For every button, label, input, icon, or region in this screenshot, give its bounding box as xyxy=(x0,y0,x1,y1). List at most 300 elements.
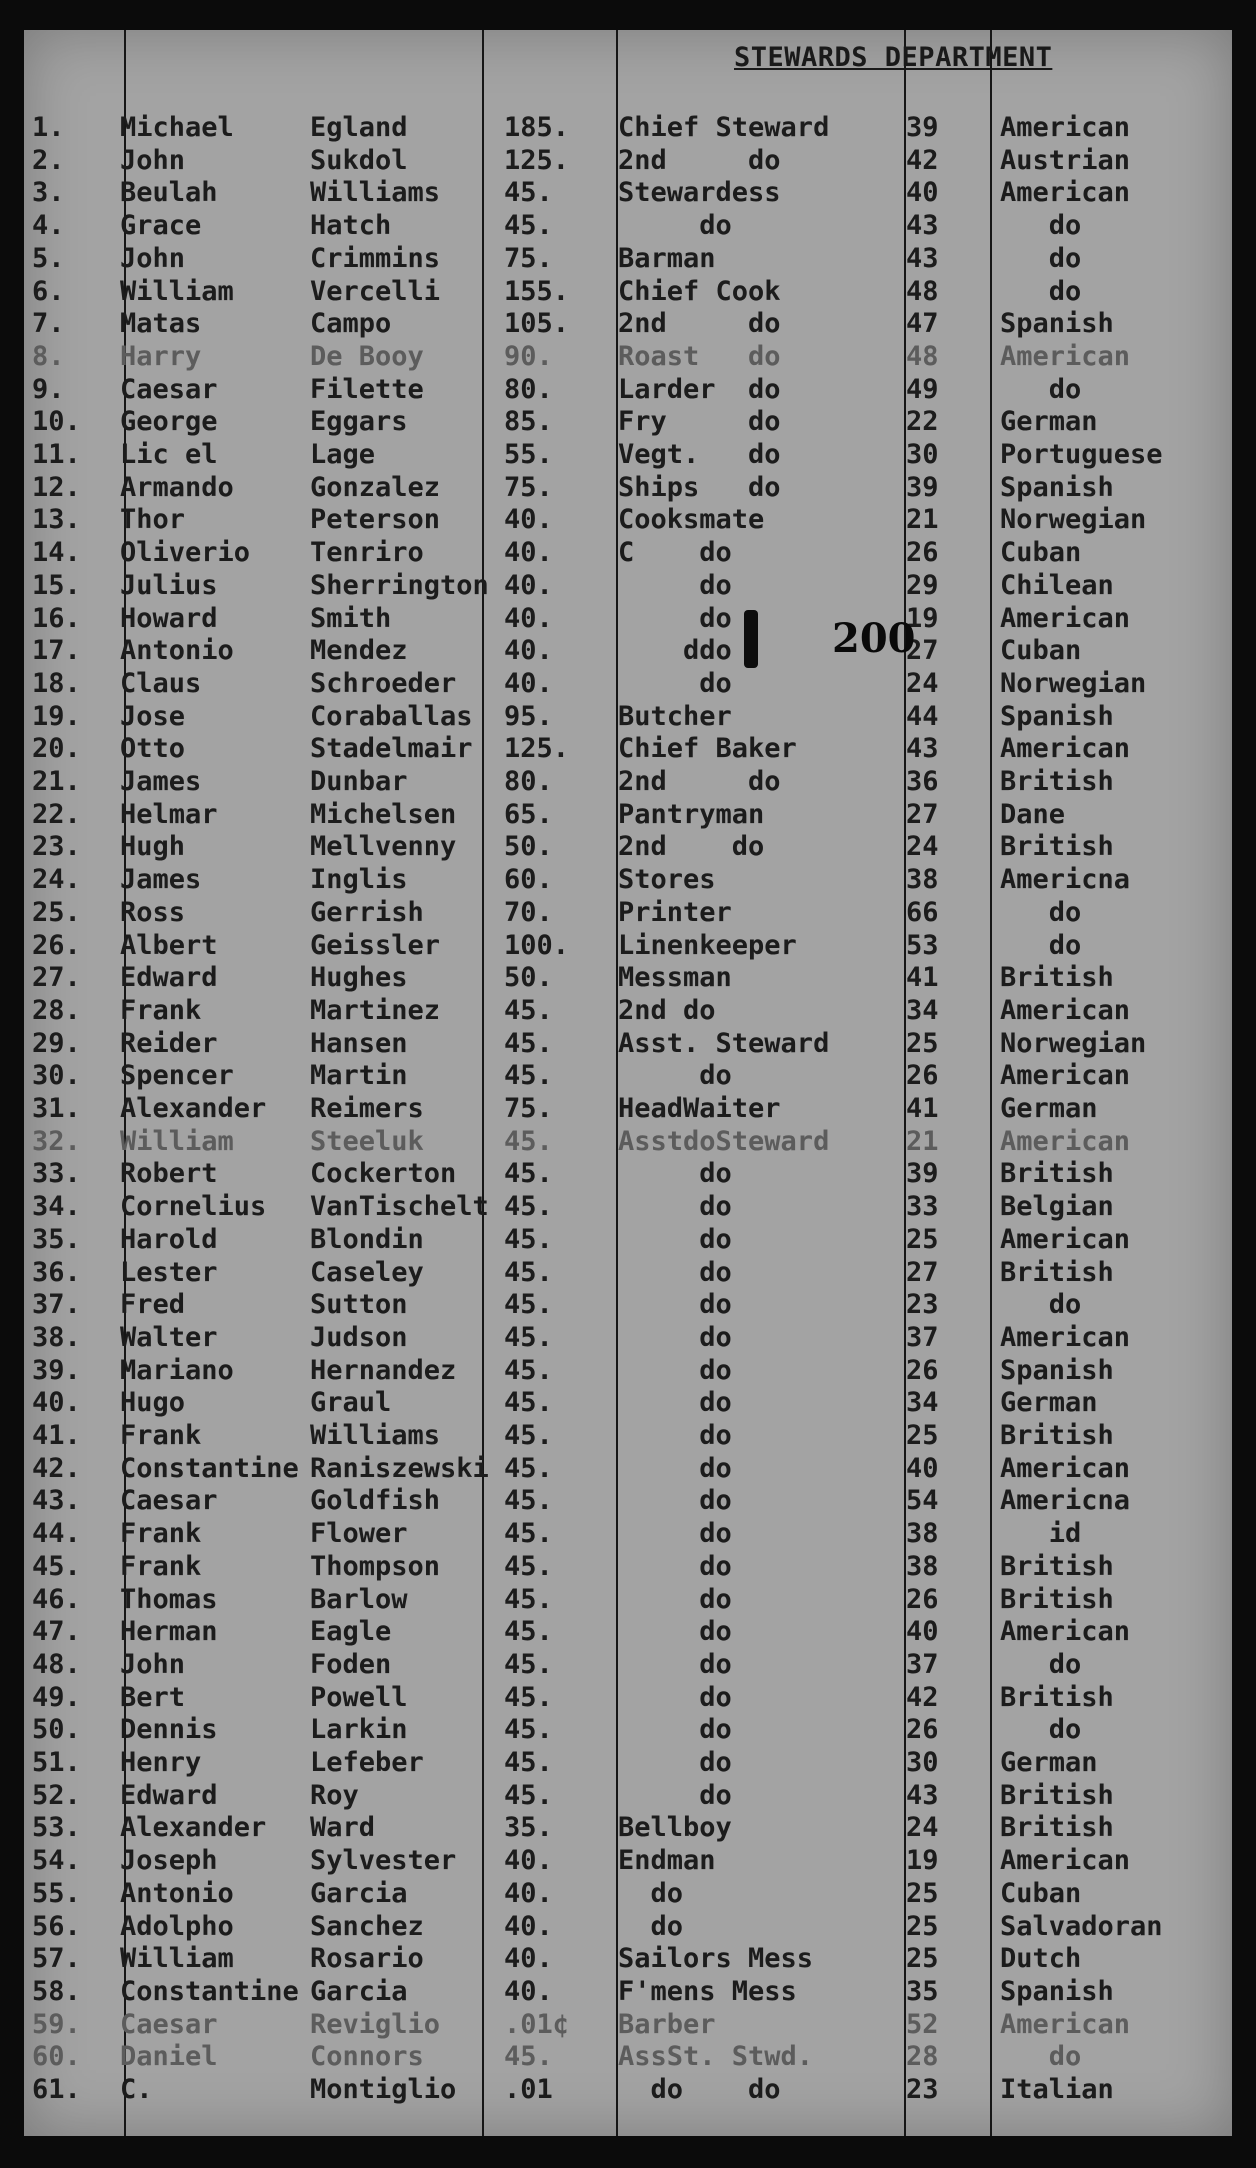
list-item xyxy=(24,1158,1232,1190)
age: 38 xyxy=(906,864,939,895)
nationality: American xyxy=(1000,1845,1131,1876)
wage: 45. xyxy=(504,1060,553,1091)
last-name: Dunbar xyxy=(310,766,408,797)
wage: 55. xyxy=(504,439,553,470)
age: 40 xyxy=(906,177,939,208)
list-item xyxy=(24,1878,1232,1910)
nationality: American xyxy=(1000,733,1131,764)
list-item xyxy=(24,2009,1232,2041)
nationality: British xyxy=(1000,1682,1114,1713)
wage: 45. xyxy=(504,1780,553,1811)
list-item xyxy=(24,1191,1232,1223)
row-number: 59. xyxy=(32,2009,81,2040)
first-name: Caesar xyxy=(120,1485,218,1516)
list-item xyxy=(24,1943,1232,1975)
position: Stores xyxy=(618,864,716,895)
list-item xyxy=(24,897,1232,929)
wage: 40. xyxy=(504,504,553,535)
position: Barman xyxy=(618,243,716,274)
nationality: American xyxy=(1000,603,1131,634)
first-name: Frank xyxy=(120,995,202,1026)
nationality: do xyxy=(1000,1289,1082,1320)
row-number: 61. xyxy=(32,2074,81,2105)
list-item xyxy=(24,1420,1232,1452)
wage: 155. xyxy=(504,276,570,307)
row-number: 20. xyxy=(32,733,81,764)
document-page xyxy=(24,30,1232,2136)
row-number: 46. xyxy=(32,1584,81,1615)
first-name: George xyxy=(120,406,218,437)
row-number: 54. xyxy=(32,1845,81,1876)
list-item xyxy=(24,1812,1232,1844)
wage: 35. xyxy=(504,1812,553,1843)
first-name: James xyxy=(120,864,202,895)
last-name: Stadelmair xyxy=(310,733,473,764)
list-item xyxy=(24,1093,1232,1125)
last-name: Barlow xyxy=(310,1584,408,1615)
position: do xyxy=(618,1649,732,1680)
position: AsstdoSteward xyxy=(618,1126,830,1157)
row-number: 11. xyxy=(32,439,81,470)
first-name: James xyxy=(120,766,202,797)
last-name: Thompson xyxy=(310,1551,441,1582)
age: 42 xyxy=(906,1682,939,1713)
first-name: Mariano xyxy=(120,1355,234,1386)
wage: 45. xyxy=(504,1355,553,1386)
first-name: Bert xyxy=(120,1682,186,1713)
first-name: William xyxy=(120,1126,234,1157)
first-name: William xyxy=(120,276,234,307)
last-name: Sutton xyxy=(310,1289,408,1320)
list-item xyxy=(24,701,1232,733)
age: 37 xyxy=(906,1322,939,1353)
row-number: 40. xyxy=(32,1387,81,1418)
ink-blot xyxy=(744,610,758,668)
nationality: do xyxy=(1000,210,1082,241)
first-name: Howard xyxy=(120,603,218,634)
age: 52 xyxy=(906,2009,939,2040)
row-number: 36. xyxy=(32,1257,81,1288)
row-number: 7. xyxy=(32,308,65,339)
age: 39 xyxy=(906,472,939,503)
nationality: Salvadoran xyxy=(1000,1911,1163,1942)
position: Pantryman xyxy=(618,799,765,830)
position: do xyxy=(618,1780,732,1811)
nationality: Dane xyxy=(1000,799,1066,830)
age: 22 xyxy=(906,406,939,437)
age: 19 xyxy=(906,603,939,634)
list-item xyxy=(24,1649,1232,1681)
row-number: 35. xyxy=(32,1224,81,1255)
nationality: do xyxy=(1000,930,1082,961)
list-item xyxy=(24,766,1232,798)
last-name: Roy xyxy=(310,1780,359,1811)
age: 25 xyxy=(906,1878,939,1909)
list-item xyxy=(24,635,1232,667)
wage: 45. xyxy=(504,1747,553,1778)
first-name: Frank xyxy=(120,1518,202,1549)
wage: 95. xyxy=(504,701,553,732)
position: 2nd do xyxy=(618,995,716,1026)
first-name: Edward xyxy=(120,1780,218,1811)
wage: 85. xyxy=(504,406,553,437)
position: Stewardess xyxy=(618,177,781,208)
age: 25 xyxy=(906,1224,939,1255)
wage: 45. xyxy=(504,1028,553,1059)
first-name: Henry xyxy=(120,1747,202,1778)
first-name: William xyxy=(120,1943,234,1974)
nationality: American xyxy=(1000,1060,1131,1091)
list-item xyxy=(24,668,1232,700)
position: do xyxy=(618,1420,732,1451)
position: do xyxy=(618,570,732,601)
wage: 40. xyxy=(504,1976,553,2007)
nationality: American xyxy=(1000,112,1131,143)
first-name: Alexander xyxy=(120,1093,267,1124)
last-name: Flower xyxy=(310,1518,408,1549)
list-item xyxy=(24,276,1232,308)
nationality: do xyxy=(1000,1649,1082,1680)
age: 40 xyxy=(906,1453,939,1484)
list-item xyxy=(24,1518,1232,1550)
row-number: 39. xyxy=(32,1355,81,1386)
first-name: Thomas xyxy=(120,1584,218,1615)
wage: 70. xyxy=(504,897,553,928)
last-name: Reviglio xyxy=(310,2009,441,2040)
row-number: 18. xyxy=(32,668,81,699)
last-name: Cockerton xyxy=(310,1158,457,1189)
position: HeadWaiter xyxy=(618,1093,781,1124)
last-name: Coraballas xyxy=(310,701,473,732)
list-item xyxy=(24,145,1232,177)
list-item xyxy=(24,1485,1232,1517)
first-name: Oliverio xyxy=(120,537,251,568)
list-item xyxy=(24,570,1232,602)
row-number: 10. xyxy=(32,406,81,437)
row-number: 48. xyxy=(32,1649,81,1680)
list-item xyxy=(24,1747,1232,1779)
row-number: 56. xyxy=(32,1911,81,1942)
last-name: Caseley xyxy=(310,1257,424,1288)
last-name: Sukdol xyxy=(310,145,408,176)
age: 27 xyxy=(906,635,939,666)
nationality: British xyxy=(1000,1780,1114,1811)
nationality: Spanish xyxy=(1000,308,1114,339)
row-number: 21. xyxy=(32,766,81,797)
last-name: Blondin xyxy=(310,1224,424,1255)
first-name: Grace xyxy=(120,210,202,241)
position: Printer xyxy=(618,897,732,928)
age: 26 xyxy=(906,1060,939,1091)
list-item xyxy=(24,1780,1232,1812)
position: ddo xyxy=(618,635,732,666)
list-item xyxy=(24,1453,1232,1485)
wage: 100. xyxy=(504,930,570,961)
age: 43 xyxy=(906,243,939,274)
first-name: Lic el xyxy=(120,439,218,470)
row-number: 8. xyxy=(32,341,65,372)
nationality: Austrian xyxy=(1000,145,1131,176)
last-name: Raniszewski xyxy=(310,1453,489,1484)
position: do xyxy=(618,1387,732,1418)
position: do xyxy=(618,603,732,634)
last-name: Egland xyxy=(310,112,408,143)
position: Chief Cook xyxy=(618,276,781,307)
first-name: Edward xyxy=(120,962,218,993)
position: Barber xyxy=(618,2009,716,2040)
first-name: Thor xyxy=(120,504,186,535)
first-name: Caesar xyxy=(120,374,218,405)
nationality: Cuban xyxy=(1000,537,1082,568)
list-item xyxy=(24,995,1232,1027)
row-number: 1. xyxy=(32,112,65,143)
first-name: Otto xyxy=(120,733,186,764)
position: Endman xyxy=(618,1845,716,1876)
list-item xyxy=(24,1584,1232,1616)
last-name: Eggars xyxy=(310,406,408,437)
nationality: British xyxy=(1000,1551,1114,1582)
wage: 50. xyxy=(504,831,553,862)
row-number: 28. xyxy=(32,995,81,1026)
list-item xyxy=(24,864,1232,896)
nationality: British xyxy=(1000,831,1114,862)
row-number: 41. xyxy=(32,1420,81,1451)
nationality: American xyxy=(1000,1453,1131,1484)
position: do do xyxy=(618,2074,781,2105)
wage: 40. xyxy=(504,1878,553,1909)
nationality: Spanish xyxy=(1000,1976,1114,2007)
age: 66 xyxy=(906,897,939,928)
nationality: American xyxy=(1000,1224,1131,1255)
age: 33 xyxy=(906,1191,939,1222)
last-name: Hansen xyxy=(310,1028,408,1059)
nationality: Norwegian xyxy=(1000,1028,1147,1059)
list-item xyxy=(24,1060,1232,1092)
nationality: Spanish xyxy=(1000,701,1114,732)
position: Roast do xyxy=(618,341,781,372)
list-item xyxy=(24,1845,1232,1877)
position: Larder do xyxy=(618,374,781,405)
last-name: Powell xyxy=(310,1682,408,1713)
last-name: Steeluk xyxy=(310,1126,424,1157)
nationality: do xyxy=(1000,374,1082,405)
nationality: do xyxy=(1000,276,1082,307)
stamp-number: 200 xyxy=(832,615,916,662)
wage: 125. xyxy=(504,733,570,764)
list-item xyxy=(24,603,1232,635)
row-number: 34. xyxy=(32,1191,81,1222)
last-name: De Booy xyxy=(310,341,424,372)
row-number: 5. xyxy=(32,243,65,274)
last-name: Smith xyxy=(310,603,392,634)
age: 23 xyxy=(906,2074,939,2105)
nationality: British xyxy=(1000,766,1114,797)
first-name: Cornelius xyxy=(120,1191,267,1222)
first-name: John xyxy=(120,145,186,176)
row-number: 27. xyxy=(32,962,81,993)
age: 28 xyxy=(906,2041,939,2072)
position: do xyxy=(618,668,732,699)
wage: 75. xyxy=(504,243,553,274)
last-name: Schroeder xyxy=(310,668,457,699)
list-item xyxy=(24,439,1232,471)
row-number: 47. xyxy=(32,1616,81,1647)
position: do xyxy=(618,1224,732,1255)
row-number: 53. xyxy=(32,1812,81,1843)
nationality: Norwegian xyxy=(1000,668,1147,699)
age: 41 xyxy=(906,962,939,993)
nationality: Norwegian xyxy=(1000,504,1147,535)
wage: 60. xyxy=(504,864,553,895)
age: 34 xyxy=(906,1387,939,1418)
wage: 45. xyxy=(504,1126,553,1157)
position: Asst. Steward xyxy=(618,1028,830,1059)
position: Butcher xyxy=(618,701,732,732)
wage: 45. xyxy=(504,1224,553,1255)
age: 29 xyxy=(906,570,939,601)
row-number: 57. xyxy=(32,1943,81,1974)
list-item xyxy=(24,1616,1232,1648)
last-name: Reimers xyxy=(310,1093,424,1124)
last-name: Judson xyxy=(310,1322,408,1353)
row-number: 29. xyxy=(32,1028,81,1059)
row-number: 12. xyxy=(32,472,81,503)
age: 25 xyxy=(906,1911,939,1942)
wage: 75. xyxy=(504,1093,553,1124)
row-number: 2. xyxy=(32,145,65,176)
nationality: Italian xyxy=(1000,2074,1114,2105)
first-name: Antonio xyxy=(120,1878,234,1909)
position: do xyxy=(618,1747,732,1778)
first-name: Caesar xyxy=(120,2009,218,2040)
list-item xyxy=(24,308,1232,340)
list-item xyxy=(24,112,1232,144)
wage: 75. xyxy=(504,472,553,503)
wage: 40. xyxy=(504,537,553,568)
age: 19 xyxy=(906,1845,939,1876)
nationality: American xyxy=(1000,177,1131,208)
nationality: German xyxy=(1000,406,1098,437)
age: 25 xyxy=(906,1420,939,1451)
wage: 45. xyxy=(504,1322,553,1353)
last-name: Graul xyxy=(310,1387,392,1418)
last-name: Larkin xyxy=(310,1714,408,1745)
wage: 45. xyxy=(504,1682,553,1713)
list-item xyxy=(24,1911,1232,1943)
row-number: 58. xyxy=(32,1976,81,2007)
age: 26 xyxy=(906,1584,939,1615)
last-name: Mellvenny xyxy=(310,831,457,862)
list-item xyxy=(24,1387,1232,1419)
nationality: do xyxy=(1000,1714,1082,1745)
list-item xyxy=(24,2041,1232,2073)
row-number: 32. xyxy=(32,1126,81,1157)
wage: 45. xyxy=(504,1387,553,1418)
row-number: 31. xyxy=(32,1093,81,1124)
first-name: Armando xyxy=(120,472,234,503)
last-name: Foden xyxy=(310,1649,392,1680)
first-name: Walter xyxy=(120,1322,218,1353)
list-item xyxy=(24,1322,1232,1354)
position: 2nd do xyxy=(618,831,765,862)
row-number: 52. xyxy=(32,1780,81,1811)
age: 49 xyxy=(906,374,939,405)
position: 2nd do xyxy=(618,766,781,797)
age: 24 xyxy=(906,668,939,699)
wage: 40. xyxy=(504,603,553,634)
list-item xyxy=(24,1682,1232,1714)
position: 2nd do xyxy=(618,145,781,176)
last-name: Sanchez xyxy=(310,1911,424,1942)
first-name: Antonio xyxy=(120,635,234,666)
last-name: Gonzalez xyxy=(310,472,441,503)
position: do xyxy=(618,1518,732,1549)
row-number: 38. xyxy=(32,1322,81,1353)
list-item xyxy=(24,1028,1232,1060)
first-name: Robert xyxy=(120,1158,218,1189)
wage: .01¢ xyxy=(504,2009,570,2040)
age: 24 xyxy=(906,1812,939,1843)
nationality: British xyxy=(1000,1584,1114,1615)
wage: 45. xyxy=(504,1485,553,1516)
row-number: 44. xyxy=(32,1518,81,1549)
nationality: American xyxy=(1000,341,1131,372)
nationality: American xyxy=(1000,1126,1131,1157)
nationality: do xyxy=(1000,897,1082,928)
wage: 45. xyxy=(504,2041,553,2072)
row-number: 25. xyxy=(32,897,81,928)
nationality: British xyxy=(1000,962,1114,993)
wage: 45. xyxy=(504,1453,553,1484)
first-name: Dennis xyxy=(120,1714,218,1745)
first-name: Claus xyxy=(120,668,202,699)
position: do xyxy=(618,1322,732,1353)
wage: 45. xyxy=(504,1551,553,1582)
age: 42 xyxy=(906,145,939,176)
age: 38 xyxy=(906,1551,939,1582)
list-item xyxy=(24,1224,1232,1256)
last-name: Montiglio xyxy=(310,2074,457,2105)
nationality: American xyxy=(1000,1322,1131,1353)
nationality: British xyxy=(1000,1812,1114,1843)
list-item xyxy=(24,374,1232,406)
list-item xyxy=(24,537,1232,569)
nationality: Belgian xyxy=(1000,1191,1114,1222)
wage: 45. xyxy=(504,1649,553,1680)
list-item xyxy=(24,1355,1232,1387)
position: F'mens Mess xyxy=(618,1976,797,2007)
first-name: John xyxy=(120,1649,186,1680)
nationality: Portuguese xyxy=(1000,439,1163,470)
nationality: British xyxy=(1000,1158,1114,1189)
last-name: Sherrington xyxy=(310,570,489,601)
first-name: John xyxy=(120,243,186,274)
first-name: Constantine xyxy=(120,1453,299,1484)
nationality: do xyxy=(1000,243,1082,274)
list-item xyxy=(24,930,1232,962)
last-name: Hernandez xyxy=(310,1355,457,1386)
nationality: British xyxy=(1000,1420,1114,1451)
first-name: Matas xyxy=(120,308,202,339)
first-name: Daniel xyxy=(120,2041,218,2072)
row-number: 42. xyxy=(32,1453,81,1484)
first-name: Julius xyxy=(120,570,218,601)
row-number: 45. xyxy=(32,1551,81,1582)
row-number: 49. xyxy=(32,1682,81,1713)
age: 40 xyxy=(906,1616,939,1647)
nationality: Americna xyxy=(1000,864,1131,895)
last-name: Peterson xyxy=(310,504,441,535)
